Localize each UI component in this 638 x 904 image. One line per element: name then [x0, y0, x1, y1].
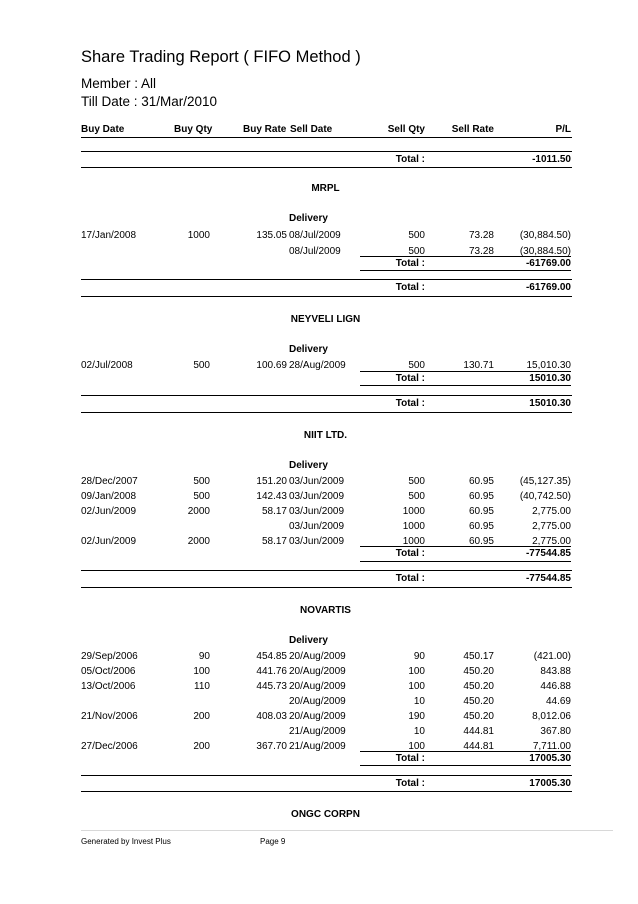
scrip-total-label: Total :	[395, 778, 425, 789]
till-date: Till Date : 31/Mar/2010	[81, 94, 218, 109]
row-buy-date: 09/Jan/2008	[81, 491, 137, 502]
row-sell-rate: 444.81	[463, 741, 494, 752]
col-sell-rate: Sell Rate	[451, 124, 494, 135]
row-buy-rate: 58.17	[261, 506, 287, 517]
row-buy-qty: 110	[194, 681, 210, 692]
scrip-total-label: Total :	[395, 282, 425, 293]
row-pl: 8,012.06	[532, 711, 571, 722]
opening-total-value: -1011.50	[532, 154, 571, 165]
scrip-total-rule-top	[81, 395, 572, 396]
row-sell-rate: 60.95	[468, 476, 494, 487]
footer-divider	[81, 830, 613, 831]
type-total-value: -61769.00	[525, 258, 571, 269]
type-total-value: 15010.30	[529, 373, 571, 384]
col-pl: P/L	[555, 124, 571, 135]
type-total-label: Total :	[395, 548, 425, 559]
row-sell-rate: 60.95	[468, 491, 494, 502]
row-pl: 44.69	[545, 696, 571, 707]
row-pl: (45,127.35)	[519, 476, 571, 487]
row-sell-rate: 450.20	[463, 711, 494, 722]
page-number: Page 9	[260, 837, 286, 846]
scrip-total-value: 15010.30	[529, 398, 571, 409]
row-buy-qty: 2000	[187, 536, 210, 547]
member-filter: Member : All	[81, 76, 157, 91]
row-buy-rate: 441.76	[256, 666, 287, 677]
row-sell-rate: 60.95	[468, 521, 494, 532]
opening-total-rule-top	[81, 151, 572, 152]
row-buy-date: 05/Oct/2006	[81, 666, 136, 677]
row-sell-qty: 100	[408, 741, 425, 752]
type-total-label: Total :	[395, 258, 425, 269]
row-sell-qty: 500	[408, 491, 425, 502]
type-total-rule-top	[360, 371, 571, 372]
trade-type-label: Delivery	[289, 460, 328, 471]
scrip-name: NEYVELI LIGN	[290, 314, 361, 325]
row-pl: 15,010.30	[526, 360, 571, 371]
opening-total-label: Total :	[395, 154, 425, 165]
row-buy-rate: 445.73	[256, 681, 287, 692]
row-sell-date: 08/Jul/2009	[289, 246, 341, 257]
scrip-total-rule-bottom	[81, 412, 572, 413]
row-sell-qty: 190	[408, 711, 425, 722]
scrip-total-rule-bottom	[81, 791, 572, 792]
row-sell-date: 28/Aug/2009	[289, 360, 346, 371]
row-sell-date: 20/Aug/2009	[289, 666, 346, 677]
row-sell-qty: 500	[408, 246, 425, 257]
col-buy-qty: Buy Qty	[174, 124, 213, 135]
row-pl: (30,884.50)	[519, 246, 571, 257]
col-sell-qty: Sell Qty	[387, 124, 425, 135]
row-buy-rate: 151.20	[256, 476, 287, 487]
row-sell-qty: 90	[413, 651, 425, 662]
type-total-label: Total :	[395, 753, 425, 764]
row-sell-qty: 1000	[402, 506, 425, 517]
row-buy-date: 21/Nov/2006	[81, 711, 138, 722]
row-sell-qty: 500	[408, 230, 425, 241]
row-sell-date: 20/Aug/2009	[289, 651, 346, 662]
row-sell-date: 03/Jun/2009	[289, 476, 345, 487]
row-sell-qty: 1000	[402, 521, 425, 532]
scrip-total-label: Total :	[395, 573, 425, 584]
row-buy-rate: 367.70	[256, 741, 287, 752]
trade-type-label: Delivery	[289, 213, 328, 224]
scrip-total-rule-top	[81, 279, 572, 280]
scrip-total-value: -61769.00	[525, 282, 571, 293]
row-sell-date: 03/Jun/2009	[289, 506, 345, 517]
row-sell-rate: 60.95	[468, 536, 494, 547]
row-buy-rate: 100.69	[256, 360, 287, 371]
row-buy-qty: 200	[193, 711, 210, 722]
row-pl: (40,742.50)	[519, 491, 571, 502]
row-pl: (421.00)	[533, 651, 571, 662]
row-buy-qty: 90	[198, 651, 210, 662]
row-sell-rate: 130.71	[463, 360, 494, 371]
row-buy-qty: 500	[193, 476, 210, 487]
row-sell-qty: 10	[413, 696, 425, 707]
row-pl: 446.88	[540, 681, 571, 692]
type-total-rule-top	[360, 256, 571, 257]
scrip-total-rule-top	[81, 570, 572, 571]
row-pl: 843.88	[540, 666, 571, 677]
row-sell-rate: 73.28	[468, 246, 494, 257]
scrip-total-rule-top	[81, 775, 572, 776]
row-pl: 2,775.00	[532, 521, 571, 532]
row-pl: 2,775.00	[532, 536, 571, 547]
row-buy-date: 17/Jan/2008	[81, 230, 137, 241]
type-total-value: 17005.30	[529, 753, 571, 764]
row-sell-rate: 450.20	[463, 681, 494, 692]
row-sell-qty: 100	[408, 681, 425, 692]
row-sell-rate: 450.17	[463, 651, 494, 662]
row-buy-rate: 58.17	[261, 536, 287, 547]
header-underline	[81, 137, 572, 138]
scrip-total-value: -77544.85	[525, 573, 571, 584]
trade-type-label: Delivery	[289, 344, 328, 355]
col-buy-date: Buy Date	[81, 124, 125, 135]
row-sell-date: 20/Aug/2009	[289, 711, 346, 722]
type-total-rule-top	[360, 546, 571, 547]
scrip-total-rule-bottom	[81, 296, 572, 297]
row-sell-date: 21/Aug/2009	[289, 726, 346, 737]
report-title: Share Trading Report ( FIFO Method )	[81, 48, 361, 66]
scrip-name: ONGC CORPN	[291, 809, 360, 820]
row-buy-qty: 1000	[187, 230, 210, 241]
row-sell-qty: 500	[408, 476, 425, 487]
row-sell-date: 08/Jul/2009	[289, 230, 341, 241]
row-pl: (30,884.50)	[519, 230, 571, 241]
row-buy-qty: 500	[193, 360, 210, 371]
scrip-total-rule-bottom	[81, 587, 572, 588]
opening-total-rule-bottom	[81, 167, 572, 168]
row-buy-date: 02/Jul/2008	[81, 360, 133, 371]
row-buy-qty: 500	[193, 491, 210, 502]
scrip-total-value: 17005.30	[529, 778, 571, 789]
row-sell-rate: 444.81	[463, 726, 494, 737]
row-sell-qty: 500	[408, 360, 425, 371]
type-total-rule-bottom	[360, 561, 571, 562]
col-buy-rate: Buy Rate	[243, 124, 287, 135]
row-sell-date: 20/Aug/2009	[289, 681, 346, 692]
row-buy-date: 29/Sep/2006	[81, 651, 138, 662]
row-buy-rate: 454.85	[256, 651, 287, 662]
row-sell-qty: 100	[408, 666, 425, 677]
row-pl: 2,775.00	[532, 506, 571, 517]
row-buy-rate: 408.03	[256, 711, 287, 722]
type-total-rule-bottom	[360, 385, 571, 386]
row-sell-date: 03/Jun/2009	[289, 536, 345, 547]
row-buy-rate: 142.43	[256, 491, 287, 502]
row-sell-rate: 60.95	[468, 506, 494, 517]
col-sell-date: Sell Date	[290, 124, 333, 135]
row-pl: 7,711.00	[532, 741, 571, 752]
row-buy-date: 13/Oct/2006	[81, 681, 136, 692]
type-total-rule-bottom	[360, 765, 571, 766]
row-sell-rate: 450.20	[463, 666, 494, 677]
row-buy-date: 27/Dec/2006	[81, 741, 138, 752]
row-sell-date: 03/Jun/2009	[289, 521, 345, 532]
row-sell-qty: 10	[413, 726, 425, 737]
row-buy-qty: 200	[193, 741, 210, 752]
type-total-rule-top	[360, 751, 571, 752]
row-sell-date: 20/Aug/2009	[289, 696, 346, 707]
type-total-label: Total :	[395, 373, 425, 384]
row-sell-rate: 73.28	[468, 230, 494, 241]
scrip-name: NIIT LTD.	[303, 430, 348, 441]
scrip-name: NOVARTIS	[300, 605, 351, 616]
row-buy-date: 28/Dec/2007	[81, 476, 138, 487]
row-sell-qty: 1000	[402, 536, 425, 547]
row-buy-rate: 135.05	[256, 230, 287, 241]
row-buy-qty: 100	[193, 666, 210, 677]
row-sell-rate: 450.20	[463, 696, 494, 707]
row-buy-qty: 2000	[187, 506, 210, 517]
row-buy-date: 02/Jun/2009	[81, 506, 137, 517]
row-sell-date: 21/Aug/2009	[289, 741, 346, 752]
type-total-rule-bottom	[360, 270, 571, 271]
trade-type-label: Delivery	[289, 635, 328, 646]
scrip-name: MRPL	[311, 183, 340, 194]
row-pl: 367.80	[540, 726, 571, 737]
type-total-value: -77544.85	[525, 548, 571, 559]
row-buy-date: 02/Jun/2009	[81, 536, 137, 547]
scrip-total-label: Total :	[395, 398, 425, 409]
generated-by: Generated by Invest Plus	[81, 837, 171, 846]
row-sell-date: 03/Jun/2009	[289, 491, 345, 502]
